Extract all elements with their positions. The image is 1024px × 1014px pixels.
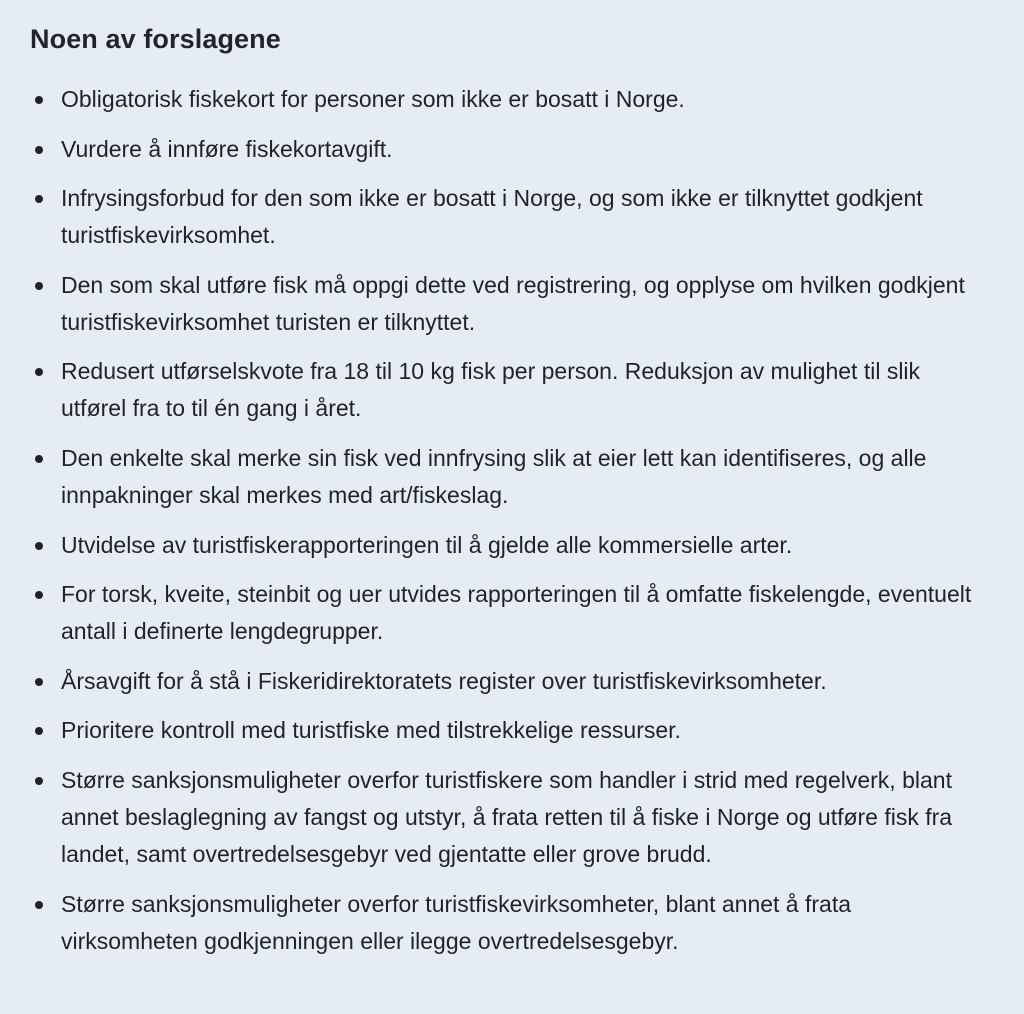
list-item-text: Årsavgift for å stå i Fiskeridirektoratets register over turistfiskevirksomheter. bbox=[61, 667, 827, 694]
list-item-text: Prioritere kontroll med turistfiske med tilstrekkelige ressurser. bbox=[61, 717, 681, 744]
bullet-icon bbox=[35, 368, 43, 376]
bullet-icon bbox=[35, 282, 43, 290]
list-item-text: Vurdere å innføre fiskekortavgift. bbox=[61, 135, 393, 162]
list-item-text: Obligatorisk fiskekort for personer som ikke er bosatt i Norge. bbox=[61, 86, 685, 112]
list-item bbox=[30, 527, 991, 564]
bullet-icon bbox=[35, 195, 43, 203]
list-item bbox=[30, 131, 991, 168]
list-item bbox=[30, 576, 991, 650]
list-item bbox=[30, 81, 991, 118]
list-item-text: Den enkelte skal merke sin fisk ved innfrysing slik at eier lett kan identifiseres, og alle innpakninger skal merkes med art/fiskeslag. bbox=[61, 444, 927, 508]
list-item bbox=[30, 762, 991, 873]
list-item-text: Større sanksjonsmuligheter overfor turistfiskevirksomheter, blant annet å frata virksomheten godkjenningen eller ilegge overtredelsesgebyr. bbox=[61, 890, 852, 954]
bullet-icon bbox=[35, 901, 43, 909]
list-item bbox=[30, 440, 991, 514]
bullet-icon bbox=[35, 96, 43, 104]
bullet-icon bbox=[35, 542, 43, 550]
list-item-text: Utvidelse av turistfiskerapporteringen til å gjelde alle kommersielle arter. bbox=[61, 531, 793, 558]
section-title: Noen av forslagene bbox=[30, 24, 281, 54]
list-item-text: Redusert utførselskvote fra 18 til 10 kg fisk per person. Reduksjon av mulighet til slik utførel fra to til én gang i året. bbox=[61, 358, 921, 422]
list-item bbox=[30, 712, 991, 749]
list-item-text: Infrysingsforbud for den som ikke er bosatt i Norge, og som ikke er tilknyttet godkjent turistfiskevirksomhet. bbox=[61, 185, 923, 249]
bullet-icon bbox=[35, 727, 43, 735]
bullet-icon bbox=[35, 777, 43, 785]
bullet-icon bbox=[35, 591, 43, 599]
list-item-text: Den som skal utføre fisk må oppgi dette ved registrering, og opplyse om hvilken godkjent turistfiskevirksomhet turisten er tilknyttet. bbox=[61, 271, 965, 335]
proposals-list bbox=[30, 81, 996, 960]
list-item bbox=[30, 353, 991, 427]
bullet-icon bbox=[35, 678, 43, 686]
bullet-icon bbox=[35, 455, 43, 463]
bullet-icon bbox=[35, 146, 43, 154]
list-item-text: For torsk, kveite, steinbit og uer utvides rapporteringen til å omfatte fiskelengde, eventuelt antall i definerte lengdegrupper. bbox=[61, 581, 972, 645]
list-item-text: Større sanksjonsmuligheter overfor turistfiskere som handler i strid med regelverk, blant annet beslaglegning av fangst og utstyr, å frata retten til å fiske i Norge og utføre fisk fra landet, samt overtredelsesgebyr ved gjentatte eller grove brudd. bbox=[61, 766, 953, 867]
list-item bbox=[30, 180, 991, 254]
list-item bbox=[30, 663, 991, 700]
list-item bbox=[30, 267, 991, 341]
list-item bbox=[30, 886, 991, 960]
